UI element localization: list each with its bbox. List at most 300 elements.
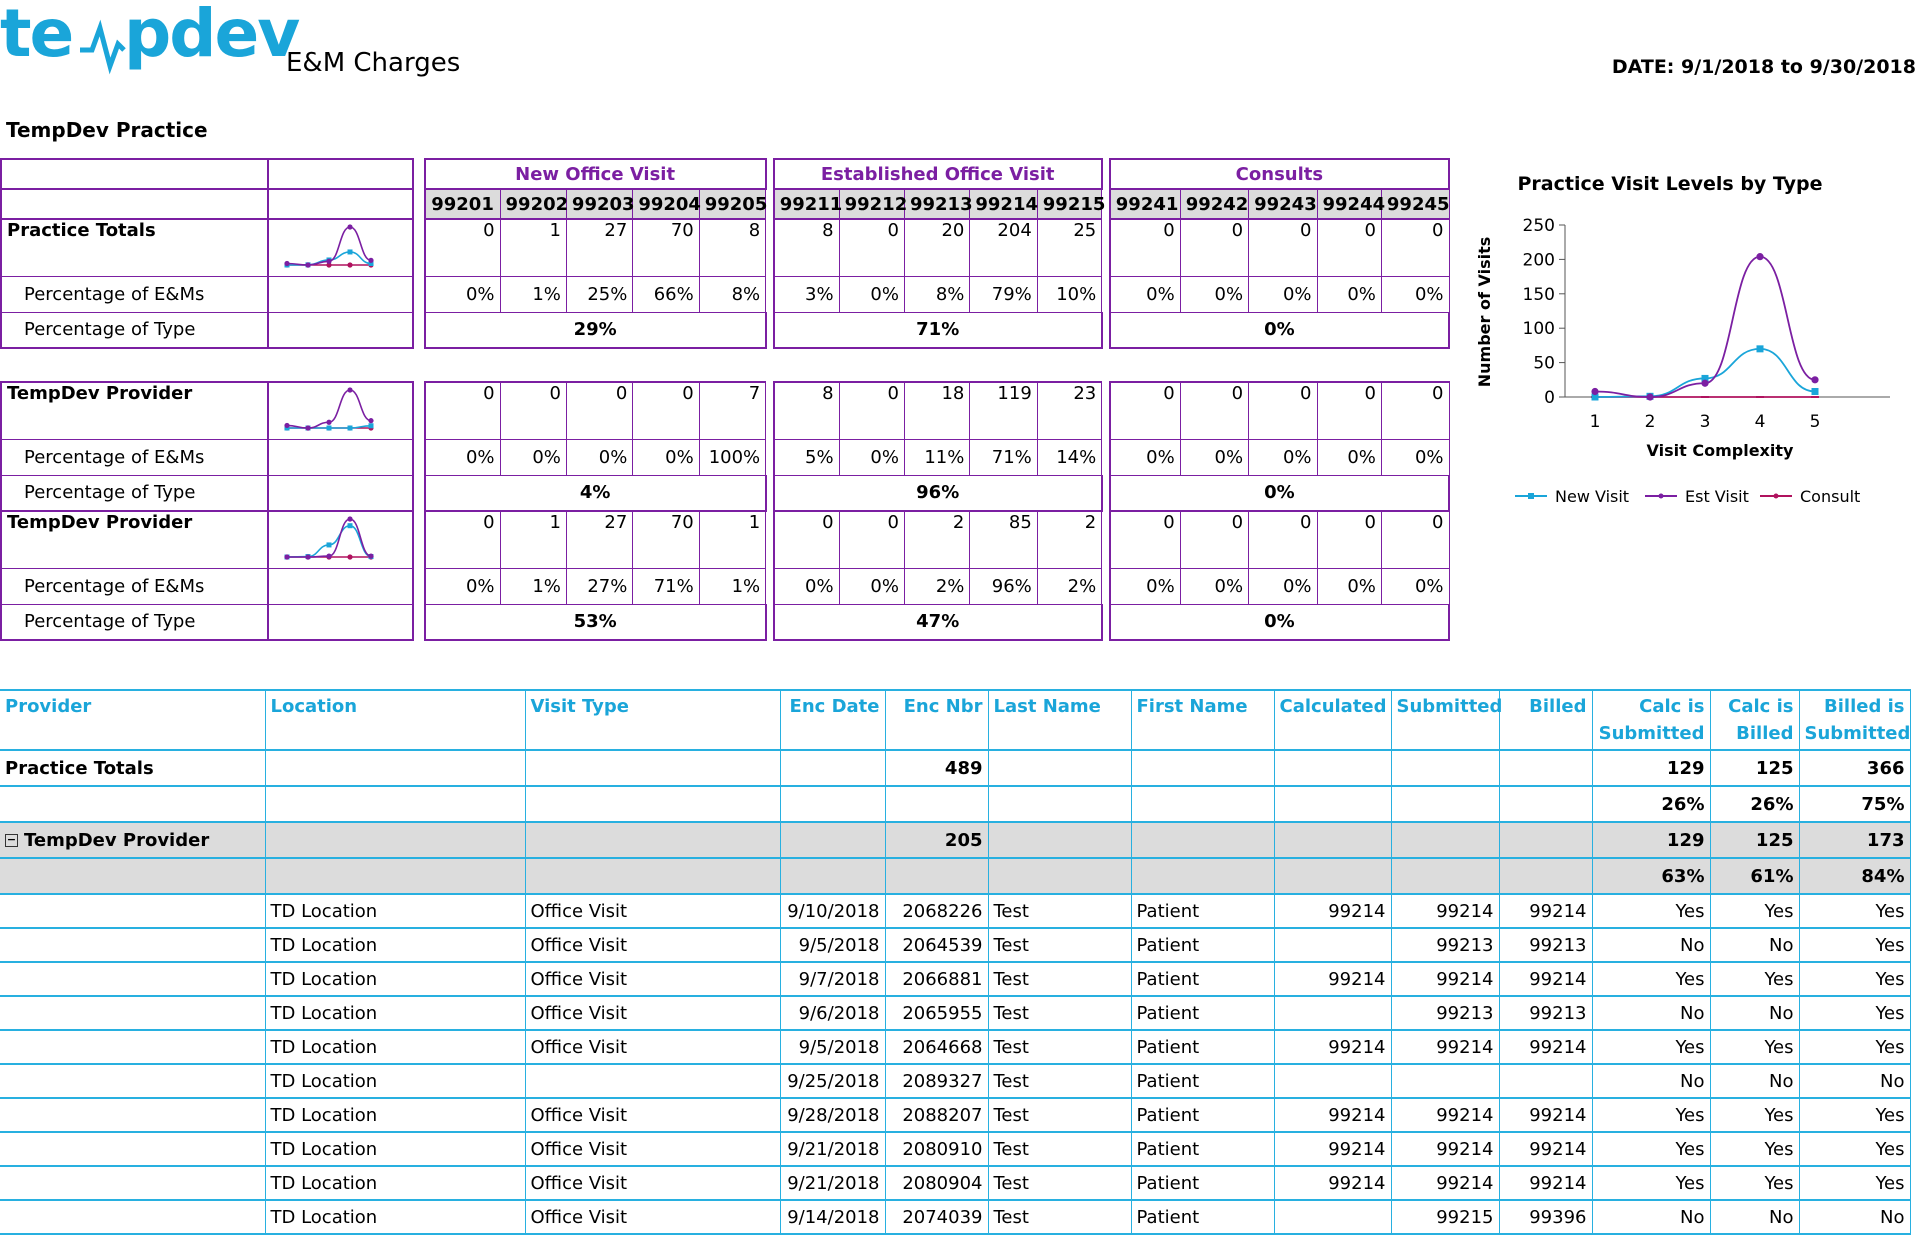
pct-em-value: 0% [425,568,500,604]
cpt-code-header: 99212 [839,189,904,219]
encounter-cell: 99214 [1499,1030,1592,1064]
blank-cell [780,786,885,822]
em-count: 0 [1381,382,1449,439]
summary-pct-type-row [1,475,1449,511]
encounter-cell: No [1710,928,1799,962]
gap [413,312,425,348]
encounter-cell: No [1592,1200,1710,1234]
collapse-toggle-icon[interactable]: − [6,833,17,846]
cpt-code-header: 99242 [1180,189,1248,219]
em-count: 0 [1249,382,1317,439]
column-header: Calculated [1274,690,1391,750]
encounter-cell: Yes [1799,1132,1910,1166]
pct-em-value: 0% [1180,276,1248,312]
encounter-cell: 99214 [1274,894,1391,928]
encounter-cell: 2074039 [885,1200,988,1234]
calc-billed-pct: 26% [1710,786,1799,822]
gap [413,382,425,439]
encounter-cell: 99214 [1391,1132,1499,1166]
sparkline-est-point [284,554,289,559]
encounter-cell: Office Visit [525,1132,780,1166]
em-count: 0 [1249,511,1317,568]
encounter-cell: Yes [1710,1166,1799,1200]
pct-em-value: 0% [566,439,632,475]
sparkline-consult-point [347,554,352,559]
encounter-cell: Yes [1710,1132,1799,1166]
encounter-row[interactable] [0,928,1910,962]
calc-billed-count: 125 [1710,822,1799,858]
pct-em-value: 14% [1037,439,1101,475]
sparkline-cell [268,382,413,439]
em-count: 1 [699,511,765,568]
blank-cell [780,858,885,894]
encounter-row[interactable] [0,1132,1910,1166]
blank-cell [268,475,413,511]
data-point [1757,345,1764,352]
pct-em-value: 0% [1249,439,1317,475]
encounter-cell: Test [988,1064,1131,1098]
encounter-cell: 99214 [1499,1098,1592,1132]
encounter-cell: No [1710,1200,1799,1234]
summary-pct-em-row [1,276,1449,312]
encounter-cell: Yes [1592,1098,1710,1132]
em-count: 0 [774,511,839,568]
cpt-code-header: 99215 [1037,189,1101,219]
gap [413,276,425,312]
encounter-cell: 99214 [1274,1132,1391,1166]
encounter-cell: 9/25/2018 [780,1064,885,1098]
em-count: 0 [839,382,904,439]
encounter-cell: Yes [1592,1132,1710,1166]
em-count: 0 [566,382,632,439]
encounter-cell: Patient [1131,894,1274,928]
blank-cell [525,750,780,786]
em-count: 0 [1180,382,1248,439]
encounter-cell: 99214 [1274,962,1391,996]
blank-cell [1274,858,1391,894]
blank-cell [268,189,413,219]
encounter-cell [1274,928,1391,962]
pct-em-value: 71% [970,439,1037,475]
encounter-cell: Yes [1710,1098,1799,1132]
x-tick-label: 3 [1699,412,1711,432]
summary-pct-em-row [1,568,1449,604]
gap [766,276,774,312]
encounter-cell: 99213 [1499,996,1592,1030]
em-count: 0 [1180,511,1248,568]
encounter-cell: 9/7/2018 [780,962,885,996]
encounter-cell: 99214 [1391,1166,1499,1200]
sparkline-new-point [347,523,352,528]
pct-em-value: 0% [839,439,904,475]
em-count: 2 [1037,511,1101,568]
pct-em-value: 11% [904,439,969,475]
blank-cell [988,750,1131,786]
pct-em-value: 0% [1317,276,1381,312]
x-tick-label: 4 [1754,412,1766,432]
cpt-code-header: 99214 [970,189,1037,219]
gap [413,219,425,276]
column-header: Provider [0,690,265,750]
blank-cell [265,750,525,786]
pct-em-value: 0% [839,568,904,604]
sparkline-new-point [347,249,352,254]
summary-pct-type-row [1,312,1449,348]
pct-type-value: 47% [774,604,1102,640]
blank-cell [1,189,268,219]
encounter-cell: 2068226 [885,894,988,928]
encounter-cell: 2080904 [885,1166,988,1200]
summary-row-label: TempDev Provider [1,382,268,439]
practice-name: TempDev Practice [6,118,208,142]
pct-em-value: 0% [425,276,500,312]
encounter-cell: 99214 [1499,1166,1592,1200]
encounter-cell: TD Location [265,1166,525,1200]
encounter-cell: 9/28/2018 [780,1098,885,1132]
practice-totals-row [0,750,1910,786]
gap [766,219,774,276]
em-count: 0 [1180,219,1248,276]
em-count: 0 [425,219,500,276]
sparkline-est-point [305,262,310,267]
em-count: 0 [1317,219,1381,276]
gap [766,159,774,189]
sparkline-est-point [347,516,352,521]
encounter-cell: 9/21/2018 [780,1132,885,1166]
encounter-cell: Patient [1131,1098,1274,1132]
encounter-cell [0,894,265,928]
em-count: 8 [699,219,765,276]
pct-em-value: 8% [904,276,969,312]
pct-em-value: 5% [774,439,839,475]
encounter-cell: Test [988,1166,1131,1200]
encounter-cell [0,1064,265,1098]
gap [1102,276,1110,312]
blank-cell [1,159,268,189]
sparkline-est-point [368,553,373,558]
cpt-code-header: 99243 [1249,189,1317,219]
pct-em-value: 0% [1317,439,1381,475]
em-count: 0 [1381,219,1449,276]
pct-type-value: 4% [425,475,766,511]
encounter-cell: 99214 [1391,962,1499,996]
summary-count-row [1,219,1449,276]
encounter-cell: 9/5/2018 [780,1030,885,1064]
y-tick-label: 50 [1533,353,1555,374]
gap [766,604,774,640]
pct-em-value: 25% [566,276,632,312]
encounter-cell [0,1200,265,1234]
date-range: DATE: 9/1/2018 to 9/30/2018 [1611,56,1916,78]
column-header: Calc is Submitted [1592,690,1710,750]
encounter-cell: Office Visit [525,1200,780,1234]
blank-cell [885,858,988,894]
encounter-cell [0,1166,265,1200]
calc-billed-count: 125 [1710,750,1799,786]
encounter-cell: 2088207 [885,1098,988,1132]
pct-em-value: 0% [1381,439,1449,475]
row-label: TempDev Provider [24,829,210,851]
gap [413,568,425,604]
calc-sub-count: 129 [1592,822,1710,858]
column-header: Billed [1499,690,1592,750]
sparkline-cell [268,511,413,568]
pct-em-value: 0% [1110,276,1180,312]
encounter-cell: TD Location [265,1200,525,1234]
encounter-cell: 2066881 [885,962,988,996]
em-count: 1 [500,511,566,568]
encounter-cell: Yes [1799,894,1910,928]
encounter-cell: No [1799,1064,1910,1098]
pct-em-value: 10% [1037,276,1101,312]
encounter-row[interactable] [0,996,1910,1030]
encounter-cell: TD Location [265,1132,525,1166]
provider-group-row[interactable] [0,822,1910,858]
sparkline-est-point [284,422,289,427]
encounter-cell [1274,1064,1391,1098]
em-count: 0 [1317,382,1381,439]
gap [766,439,774,475]
cpt-code-header: 99211 [774,189,839,219]
blank-cell [1499,822,1592,858]
pct-em-value: 0% [1381,276,1449,312]
blank-cell [525,858,780,894]
encounter-row[interactable] [0,1166,1910,1200]
encounter-cell: Office Visit [525,996,780,1030]
blank-cell [1274,822,1391,858]
y-tick-label: 100 [1522,319,1555,340]
em-count: 20 [904,219,969,276]
blank-cell [1274,750,1391,786]
summary-pct-type-row [1,604,1449,640]
encounter-row[interactable] [0,894,1910,928]
provider-group-label [0,822,265,858]
encounter-cell: TD Location [265,1098,525,1132]
encounter-cell [0,996,265,1030]
gap [1102,604,1110,640]
gap [413,511,425,568]
blank-cell [988,858,1131,894]
encounter-row[interactable] [0,1200,1910,1234]
sparkline-new-point [326,542,331,547]
pct-em-value: 0% [1180,568,1248,604]
encounter-cell: 99214 [1274,1030,1391,1064]
pct-em-label: Percentage of E&Ms [1,568,268,604]
encounter-cell [0,1132,265,1166]
pct-em-value: 100% [699,439,765,475]
encounter-row[interactable] [0,1030,1910,1064]
blank-cell [0,786,265,822]
sparkline-est-point [284,260,289,265]
blank-cell [1391,822,1499,858]
pct-em-value: 0% [1249,276,1317,312]
cpt-code-header: 99203 [566,189,632,219]
data-point [1701,380,1708,387]
encounter-cell: 9/14/2018 [780,1200,885,1234]
em-count: 0 [500,382,566,439]
encounter-cell: Office Visit [525,1098,780,1132]
encounter-cell: Test [988,928,1131,962]
encounter-cell: 99214 [1274,1166,1391,1200]
summary-row-label: TempDev Provider [1,511,268,568]
gap [1102,219,1110,276]
column-header: Last Name [988,690,1131,750]
blank-cell [1131,822,1274,858]
pct-em-value: 1% [699,568,765,604]
encounter-cell: Patient [1131,962,1274,996]
summary-pct-em-row [1,439,1449,475]
encounter-cell: TD Location [265,928,525,962]
encounter-cell: 2064668 [885,1030,988,1064]
pct-em-value: 0% [774,568,839,604]
encounter-cell: Yes [1710,962,1799,996]
encounter-cell: Patient [1131,1030,1274,1064]
pct-em-value: 3% [774,276,839,312]
encounter-cell: 9/6/2018 [780,996,885,1030]
billed-sub-pct: 84% [1799,858,1910,894]
blank-cell [988,786,1131,822]
encounter-cell: Patient [1131,996,1274,1030]
gap [1102,568,1110,604]
cpt-code-header: 99201 [425,189,500,219]
encounter-cell: 2065955 [885,996,988,1030]
encounter-cell: TD Location [265,1030,525,1064]
em-count: 0 [1110,382,1180,439]
encounter-row[interactable] [0,962,1910,996]
pct-em-value: 71% [633,568,699,604]
em-count: 1 [500,219,566,276]
encounter-cell: Yes [1799,1098,1910,1132]
pct-em-value: 0% [1249,568,1317,604]
column-header: Enc Date [780,690,885,750]
column-header: Visit Type [525,690,780,750]
legend-label: Est Visit [1685,487,1749,506]
encounter-cell: TD Location [265,962,525,996]
encounter-cell: No [1710,1064,1799,1098]
gap [766,382,774,439]
encounter-cell [0,962,265,996]
encounter-cell [1274,996,1391,1030]
data-point [1812,388,1819,395]
blank-cell [268,568,413,604]
pct-type-label: Percentage of Type [1,312,268,348]
encounter-cell: Yes [1799,1166,1910,1200]
pct-em-value: 1% [500,276,566,312]
pct-em-value: 0% [425,439,500,475]
column-header: Location [265,690,525,750]
chart-title: Practice Visit Levels by Type [1517,173,1823,195]
encounter-row[interactable] [0,1098,1910,1132]
pct-type-label: Percentage of Type [1,475,268,511]
blank-cell [1131,786,1274,822]
em-count: 0 [1317,511,1381,568]
encounter-cell: Yes [1799,962,1910,996]
blank-cell [1391,786,1499,822]
blank-cell [780,750,885,786]
column-header: Submitted [1391,690,1499,750]
cpt-code-header: 99244 [1317,189,1381,219]
pct-type-value: 96% [774,475,1102,511]
gap [766,312,774,348]
blank-cell [268,276,413,312]
em-count: 0 [1381,511,1449,568]
blank-cell [265,822,525,858]
legend-label: Consult [1800,487,1861,506]
sparkline-new-point [347,425,352,430]
em-count: 18 [904,382,969,439]
sparkline-chart [269,221,389,271]
em-count: 85 [970,511,1037,568]
encounter-cell: Office Visit [525,928,780,962]
blank-cell [1391,858,1499,894]
pct-type-value: 0% [1110,312,1449,348]
encounter-detail-table [0,689,1911,1235]
cpt-code-header: 99202 [500,189,566,219]
em-count: 23 [1037,382,1101,439]
encounter-row[interactable] [0,1064,1910,1098]
sparkline-chart [269,384,389,434]
em-summary-table [0,158,1450,641]
em-count: 204 [970,219,1037,276]
data-point [1646,393,1653,400]
encounter-cell: Yes [1592,1166,1710,1200]
visit-levels-chart [1470,160,1910,520]
pct-em-value: 0% [633,439,699,475]
gap [1102,312,1110,348]
pct-type-value: 53% [425,604,766,640]
pct-type-value: 29% [425,312,766,348]
encounter-cell: Yes [1710,1030,1799,1064]
blank-cell [265,858,525,894]
pct-em-value: 0% [1110,439,1180,475]
sparkline-est-point [347,224,352,229]
blank-cell [1391,750,1499,786]
encounter-cell: Test [988,894,1131,928]
encounter-cell [1274,1200,1391,1234]
blank-cell [1131,858,1274,894]
pct-em-value: 79% [970,276,1037,312]
sparkline-consult-point [347,262,352,267]
gap [413,475,425,511]
pct-em-label: Percentage of E&Ms [1,276,268,312]
encounter-cell: No [1592,928,1710,962]
column-header: Calc is Billed [1710,690,1799,750]
pct-em-value: 0% [1317,568,1381,604]
encounter-cell: 2064539 [885,928,988,962]
encounter-cell: Office Visit [525,1030,780,1064]
em-count: 0 [1249,219,1317,276]
gap [766,511,774,568]
gap [1102,382,1110,439]
em-count: 0 [1110,219,1180,276]
column-header: First Name [1131,690,1274,750]
data-point [1811,376,1818,383]
encounter-cell: Patient [1131,1064,1274,1098]
enc-count: 205 [885,822,988,858]
pct-em-value: 96% [970,568,1037,604]
encounter-cell: 99214 [1274,1098,1391,1132]
y-tick-label: 250 [1522,216,1555,236]
encounter-cell: No [1710,996,1799,1030]
encounter-cell: 99213 [1391,996,1499,1030]
encounter-cell: No [1799,1200,1910,1234]
detail-header-row [0,690,1910,750]
encounter-cell: Test [988,1030,1131,1064]
sparkline-est-point [305,425,310,430]
pct-type-value: 71% [774,312,1102,348]
pct-type-label: Percentage of Type [1,604,268,640]
cpt-code-header: 99241 [1110,189,1180,219]
